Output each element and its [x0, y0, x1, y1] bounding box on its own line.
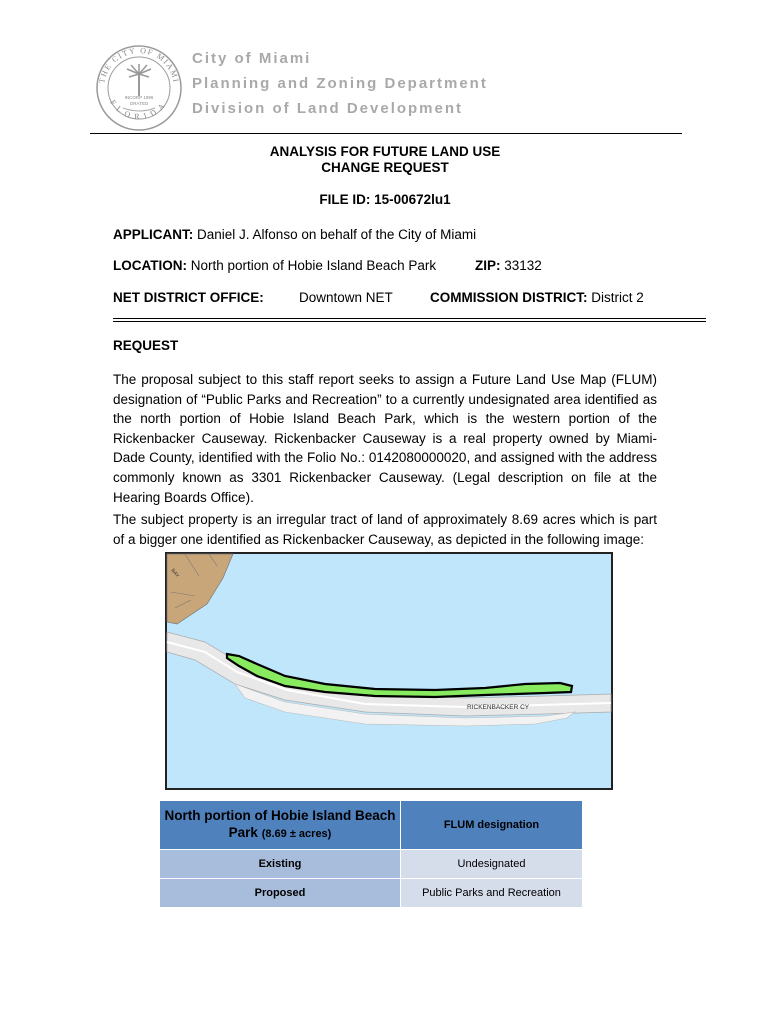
location-label: LOCATION: [113, 258, 187, 273]
map-road-label: RICKENBACKER CY [467, 704, 530, 711]
svg-text:THE CITY OF MIAMI: THE CITY OF MIAMI [97, 45, 181, 85]
table-header-designation: FLUM designation [401, 801, 583, 850]
request-paragraph-2: The subject property is an irregular tract of land of approximately 8.69 acres which is part of a bigger one identified as Rickenbacker Causeway, as depicted in the following image: [113, 512, 657, 547]
applicant-label: APPLICANT: [113, 227, 194, 242]
table-row-value: Undesignated [401, 850, 583, 879]
header-divider [90, 133, 682, 134]
svg-text:INCORP 1896: INCORP 1896 [124, 95, 154, 100]
location-line [113, 258, 436, 273]
table-row-value: Public Parks and Recreation [401, 879, 583, 908]
zip-line [475, 258, 542, 273]
location-value: North portion of Hobie Island Beach Park [190, 258, 437, 273]
zip-label: ZIP: [475, 258, 501, 273]
svg-text:FLORIDA: FLORIDA [108, 97, 170, 122]
table-row-label: Existing [160, 850, 401, 879]
letterhead-division: Division of Land Development [192, 100, 464, 117]
document-title-line2: CHANGE REQUEST [321, 160, 449, 175]
letterhead-department: Planning and Zoning Department [192, 75, 488, 92]
table-row [160, 850, 583, 879]
table-row [160, 879, 583, 908]
zip-value: 33132 [504, 258, 542, 273]
request-heading: REQUEST [113, 338, 179, 353]
net-office-label: NET DISTRICT OFFICE: [113, 290, 264, 305]
document-title-line1: ANALYSIS FOR FUTURE LAND USE [269, 144, 501, 159]
table-row-label: Proposed [160, 879, 401, 908]
file-id: FILE ID: 15-00672lu1 [319, 192, 451, 207]
commission-label: COMMISSION DISTRICT: [430, 290, 588, 305]
table-header-acres: (8.69 ± acres) [261, 828, 332, 840]
letterhead [192, 46, 488, 121]
applicant-line [113, 227, 476, 242]
request-paragraph-1: The proposal subject to this staff report seeks to assign a Future Land Use Map (FLUM) designation of “Public Parks and Recreation” to a currently undesignated area identified as the north portion of Hobie Island Beach Park, which is the western portion of the Rickenbacker Causeway. Rickenbacker Causeway is a real property owned by Miami-Dade County, identified with the Folio No.: 0142080000020, and assigned with the address commonly known as 3301 Rickenbacker Causeway. (Legal description on file at the Hearing Boards Office). [113, 372, 657, 505]
site-map [165, 552, 613, 790]
section-divider [113, 318, 706, 322]
table-header-property [160, 801, 401, 850]
flum-designation-table [159, 800, 583, 908]
net-office-value: Downtown NET [299, 290, 393, 305]
applicant-value: Daniel J. Alfonso on behalf of the City of Miami [197, 227, 477, 242]
svg-text:ORATED: ORATED [129, 101, 149, 106]
commission-line [430, 290, 644, 305]
svg-text:BAY: BAY [169, 567, 181, 579]
table-header-property-name: North portion of Hobie Island Beach Park [164, 808, 396, 840]
letterhead-city: City of Miami [192, 50, 312, 67]
city-seal-logo [95, 44, 183, 132]
commission-value: District 2 [591, 290, 644, 305]
